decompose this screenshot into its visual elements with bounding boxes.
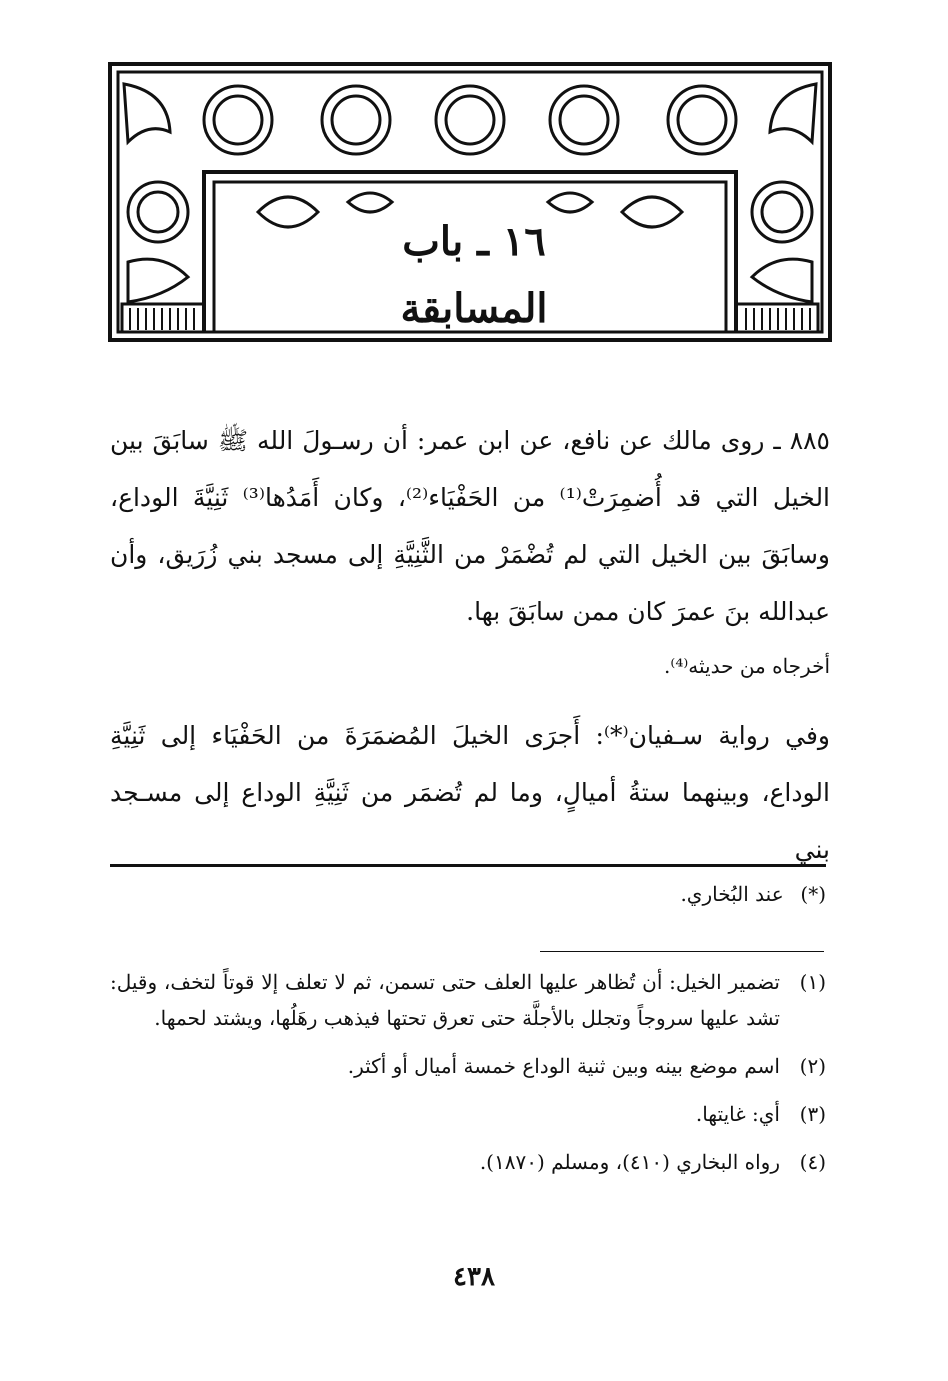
footnote-mark: (٢) bbox=[799, 1054, 826, 1078]
footnote-item bbox=[110, 1096, 826, 1132]
footnote-separator bbox=[110, 864, 826, 867]
footnote-list bbox=[110, 964, 826, 1192]
footnote-short-separator bbox=[540, 951, 824, 952]
footnote-text: رواه البخاري (٤١٠)، ومسلم (١٨٧٠). bbox=[479, 1150, 780, 1174]
chapter-number: ١٦ ـ باب bbox=[402, 218, 546, 265]
footnote-star bbox=[110, 876, 826, 912]
footnote-item bbox=[110, 1144, 826, 1180]
footnote-text: أي: غايتها. bbox=[695, 1102, 780, 1126]
riwaya-paragraph: وفي رواية سـفيان⁽*⁾: أَجرَى الخيلَ المُضمَرَةَ من الحَفْيَاء إلى ثَنِيَّةِ الوداع، وبينهما ستةُ أميالٍ، وما لم تُضمَر من ثَنِيَّةِ الوداع إلى مسـجد بني bbox=[110, 721, 830, 864]
footnote-item bbox=[110, 964, 826, 1036]
footnote-star-mark: (*) bbox=[800, 882, 826, 906]
footnote-star-text: عند البُخاري. bbox=[680, 882, 784, 906]
footnote-mark: (١) bbox=[799, 970, 826, 994]
hadith-paragraph: ٨٨٥ ـ روى مالك عن نافع، عن ابن عمر: أن رسـولَ الله ﷺ سابَقَ بين الخيل التي قد أُضمِرَتْ⁽¹⁾ من الحَفْيَاء⁽²⁾، وكان أَمَدُها⁽³⁾ ثَنِيَّةَ الوداع، وسابَقَ بين الخيل التي لم تُضْمَرْ من الثَّنِيَّةِ إلى مسجد بني زُرَيق، وأن عبدالله بنَ عمرَ كان ممن سابَقَ بها. bbox=[110, 426, 831, 626]
footnote-item bbox=[110, 1048, 826, 1084]
page-number: ٤٣٨ bbox=[453, 1262, 495, 1292]
footnote-text: اسم موضع بينه وبين ثنية الوداع خمسة أميال أو أكثر. bbox=[347, 1054, 780, 1078]
footnote-mark: (٤) bbox=[799, 1150, 826, 1174]
footnote-mark: (٣) bbox=[799, 1102, 826, 1126]
takhrij-line: أخرجاه من حديثه⁽⁴⁾. bbox=[664, 654, 830, 678]
footnote-text: تضمير الخيل: أن تُظاهر عليها العلف حتى تسمن، ثم لا تعلف إلا قوتاً لتخف، وقيل: تشد عليها سروجاً وتجلل بالأجلَّة حتى تعرق تحتها فيذهب رهَلُها، ويشتد لحمها. bbox=[110, 970, 780, 1030]
chapter-title: المسابقة bbox=[400, 285, 548, 332]
